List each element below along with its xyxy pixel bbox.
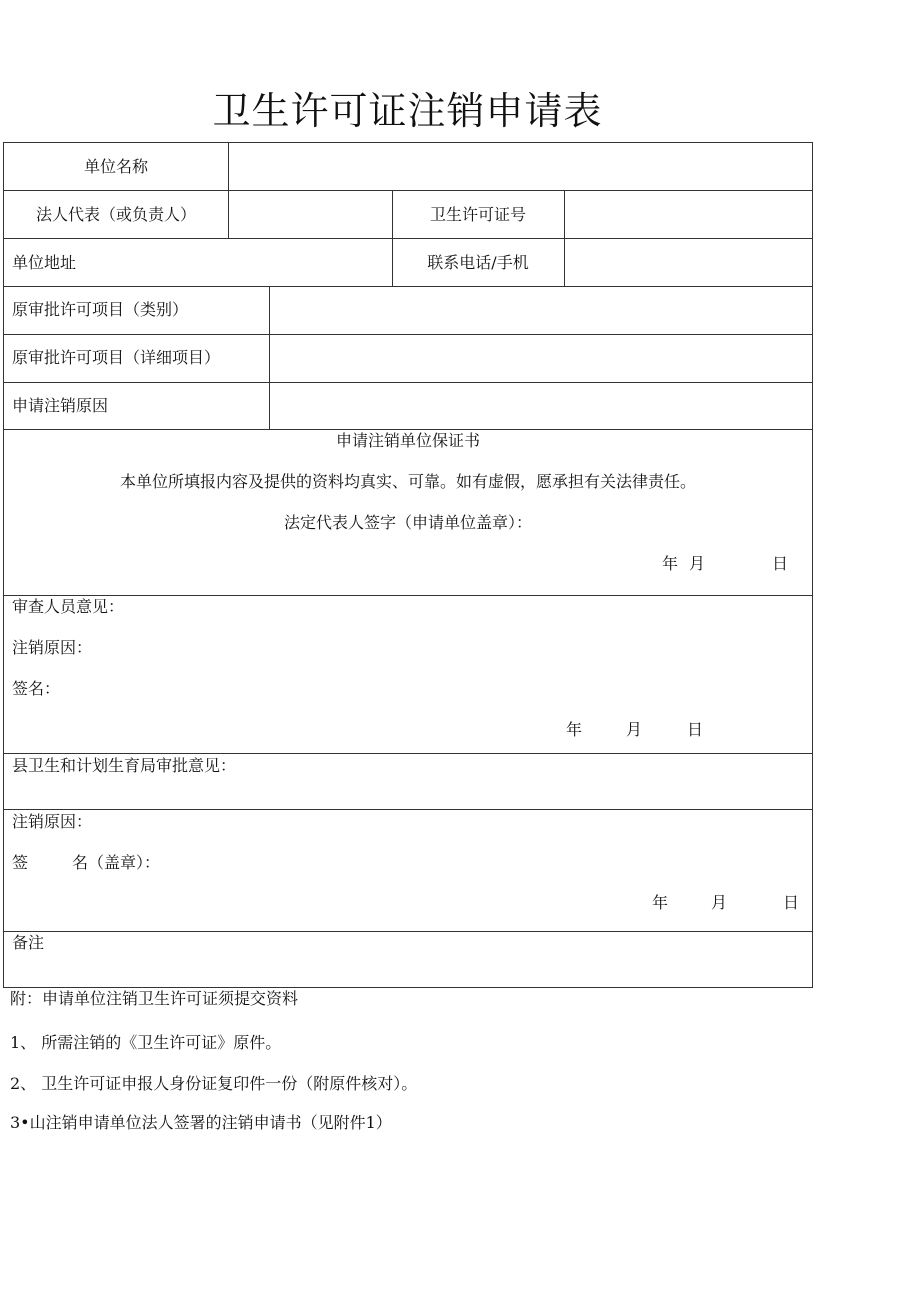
row-divider [4, 238, 812, 239]
field-orig-category[interactable] [271, 289, 810, 333]
application-form-table [3, 142, 813, 988]
row-divider [4, 595, 812, 596]
col-divider [269, 287, 270, 430]
guarantee-heading: 申请注销单位保证书 [335, 431, 480, 450]
remarks-label: 备注 [12, 933, 45, 952]
review-reason-label: 注销原因： [12, 638, 93, 657]
label-license-no: 卫生许可证号 [429, 205, 526, 224]
row-divider [4, 809, 812, 810]
row-divider [4, 286, 812, 287]
field-legal-rep[interactable] [230, 193, 390, 237]
row-divider [4, 190, 812, 191]
row-divider [4, 429, 812, 430]
cancel-year: 年 [652, 893, 669, 912]
label-phone: 联系电话/手机 [427, 253, 529, 272]
cancel-sign-rest: 名（盖章）： [72, 853, 161, 872]
label-legal-rep: 法人代表（或负责人） [35, 205, 196, 224]
cancel-month: 月 [711, 893, 728, 912]
label-orig-category: 原审批许可项目（类别） [12, 300, 189, 319]
field-phone[interactable] [566, 241, 810, 285]
col-divider [228, 143, 229, 239]
attachment-item: 2、 卫生许可证申报人身份证复印件一份（附原件核对）。 [10, 1074, 418, 1093]
guarantee-signature: 法定代表人签字（申请单位盖章）： [283, 513, 532, 532]
guarantee-statement: 本单位所填报内容及提供的资料均真实、可靠。如有虚假，愿承担有关法律责任。 [119, 472, 696, 491]
attachment-item: 1、 所需注销的《卫生许可证》原件。 [10, 1033, 282, 1052]
guarantee-year: 年 [662, 554, 679, 573]
label-orig-detail: 原审批许可项目（详细项目） [12, 348, 221, 367]
row-divider [4, 382, 812, 383]
bureau-opinion-label: 县卫生和计划生育局审批意见： [12, 756, 237, 775]
attachment-heading: 附：申请单位注销卫生许可证须提交资料 [10, 989, 299, 1008]
field-unit-name[interactable] [230, 145, 810, 189]
row-divider [4, 753, 812, 754]
guarantee-day: 日 [772, 554, 789, 573]
field-reason[interactable] [271, 385, 810, 428]
field-orig-detail[interactable] [271, 337, 810, 381]
row-divider [4, 931, 812, 932]
cancel-day: 日 [783, 893, 800, 912]
col-divider [564, 191, 565, 287]
field-license-no[interactable] [566, 193, 810, 237]
attachment-item: 3•山注销申请单位法人签署的注销申请书（见附件1） [10, 1113, 392, 1132]
guarantee-month: 月 [689, 554, 706, 573]
field-remarks[interactable] [64, 933, 804, 983]
cancel-reason-label: 注销原因： [12, 812, 93, 831]
review-opinion-label: 审查人员意见： [12, 597, 125, 616]
label-reason: 申请注销原因 [12, 396, 109, 415]
label-address: 单位地址 [12, 253, 77, 272]
review-sign-label: 签名： [12, 679, 61, 698]
label-unit-name: 单位名称 [83, 157, 148, 176]
cancel-sign-label: 签 [12, 853, 29, 872]
review-year: 年 [566, 720, 583, 739]
row-divider [4, 334, 812, 335]
review-day: 日 [687, 720, 704, 739]
form-title: 卫生许可证注销申请表 [212, 89, 603, 133]
review-month: 月 [626, 720, 643, 739]
